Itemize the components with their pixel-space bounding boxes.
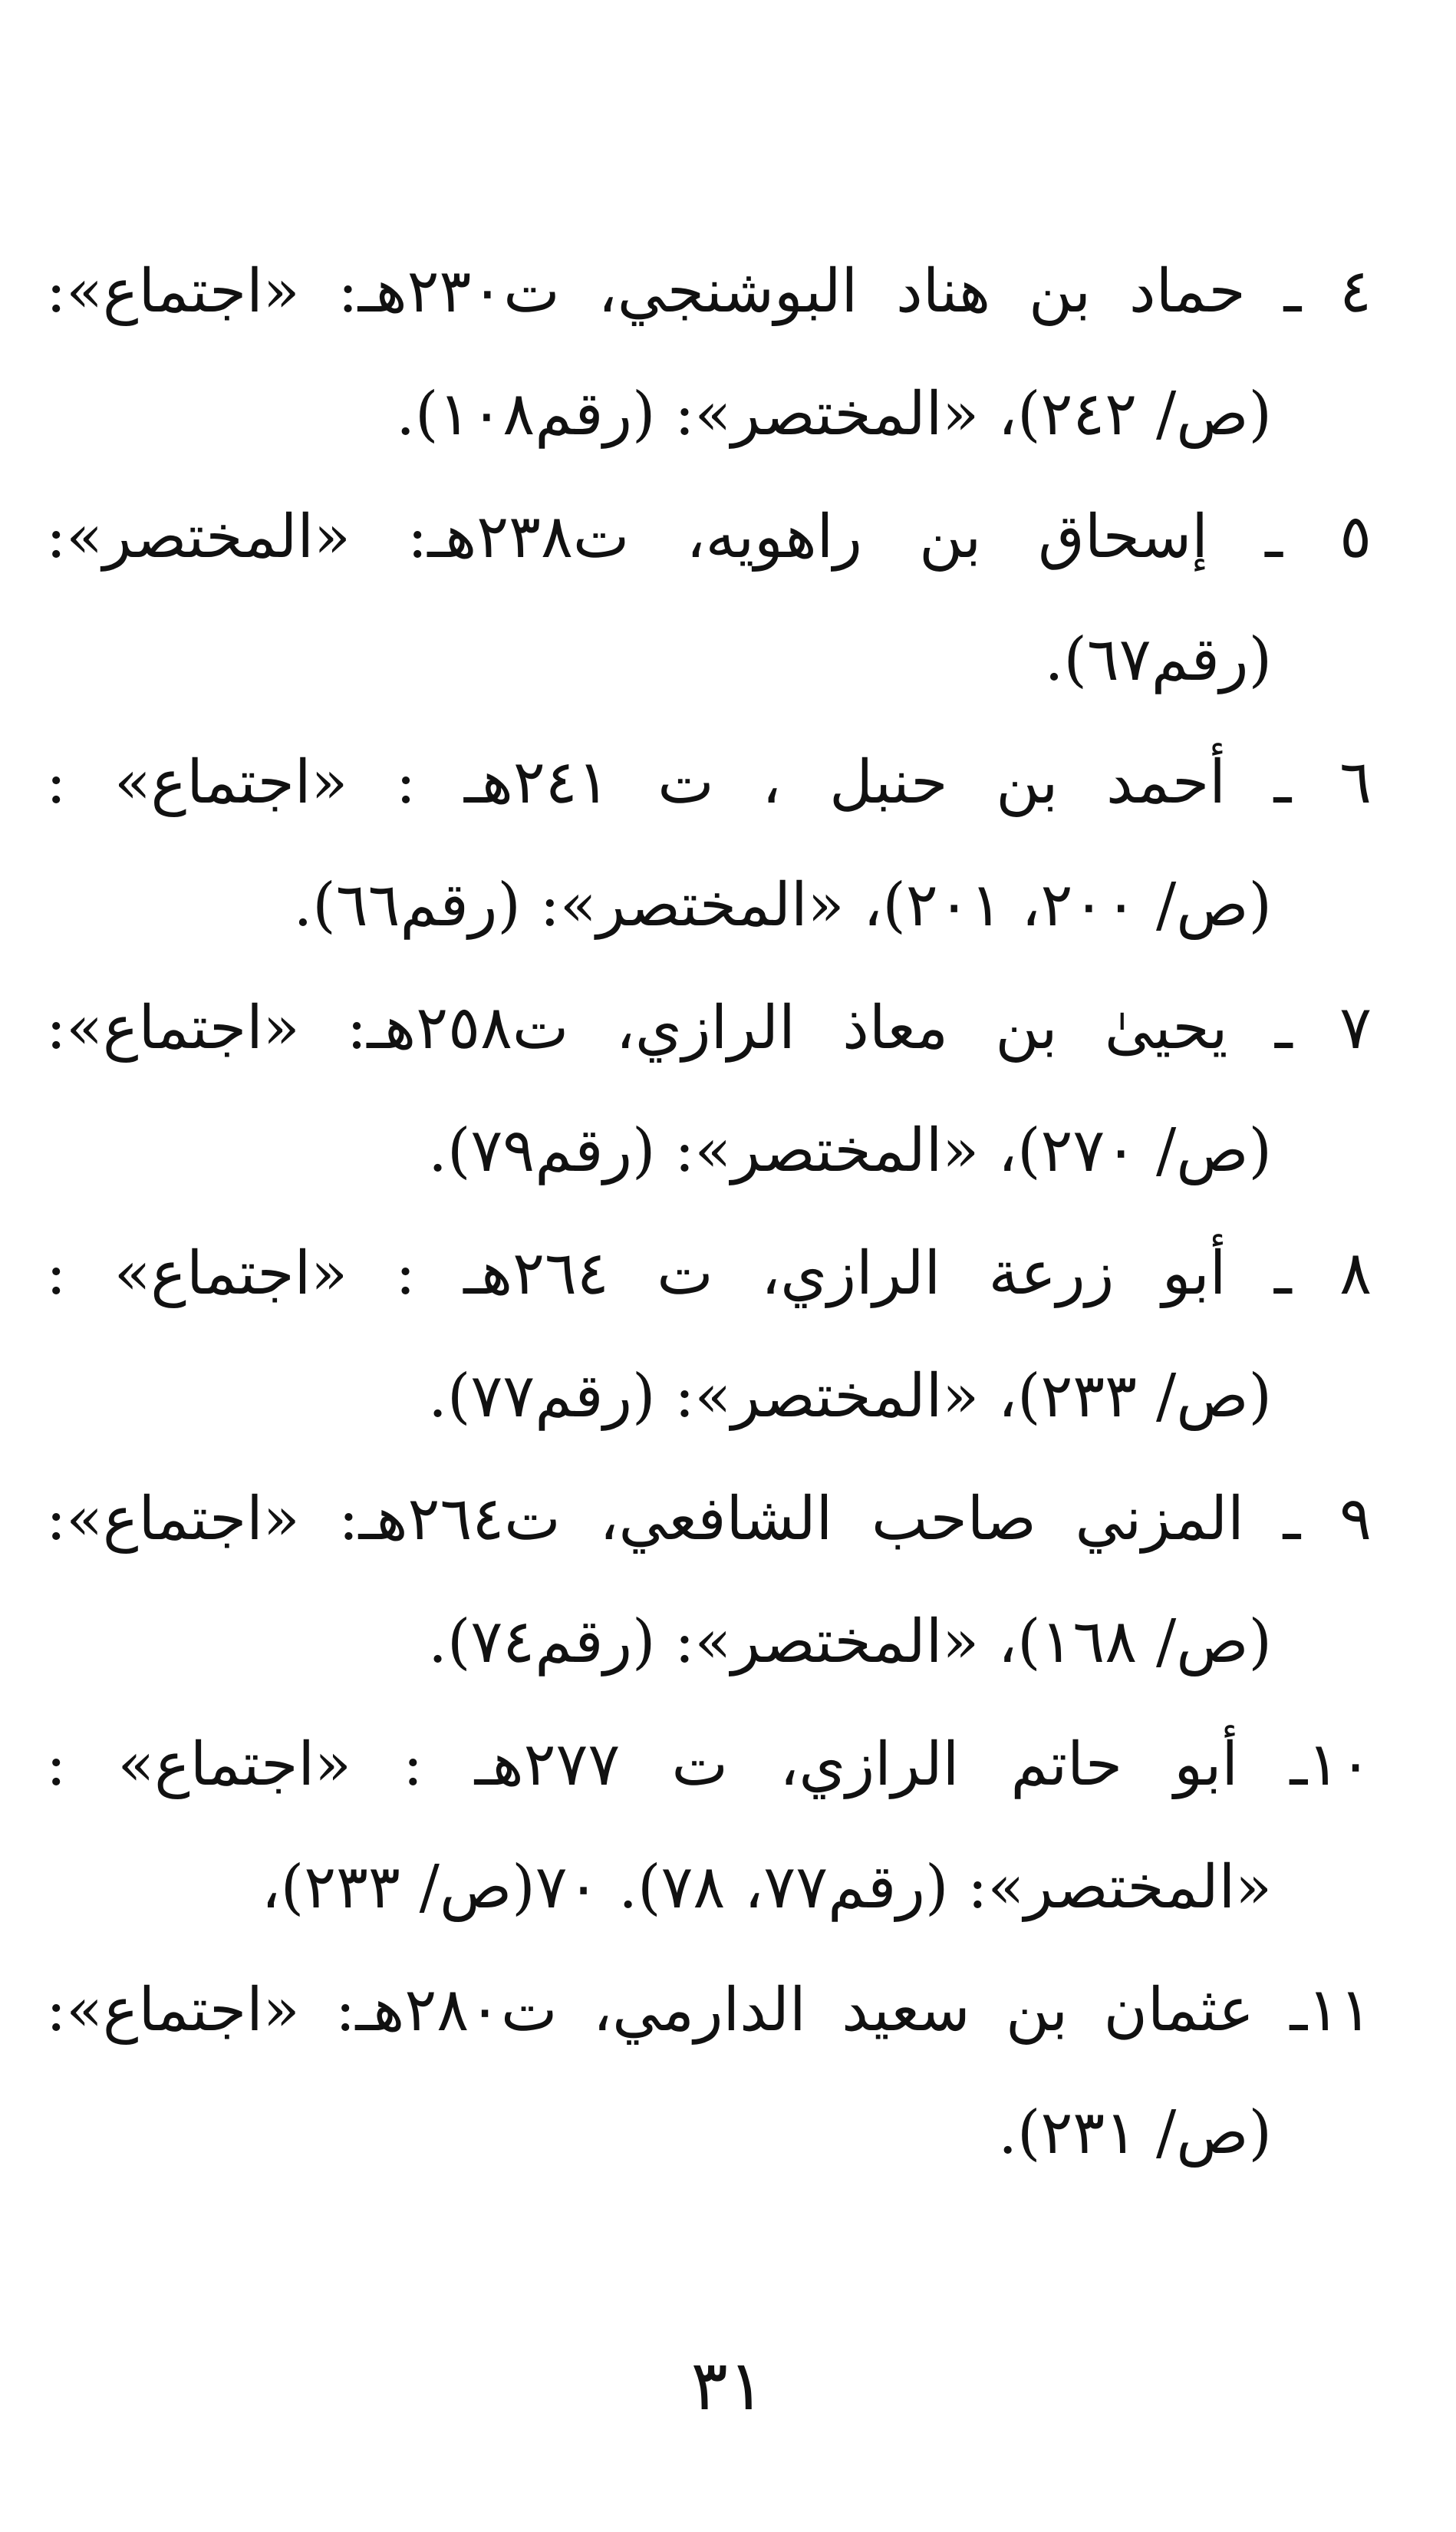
list-item — [46, 1703, 1372, 1949]
entry-line-1: ٦ ـ أحمد بن حنبل ، ت ٢٤١هـ : «اجتماع» : — [46, 748, 1372, 817]
list-item — [46, 1458, 1372, 1703]
entry-line-1: ١٠ـ أبو حاتم الرازي، ت ٢٧٧هـ : «اجتماع» : — [46, 1730, 1372, 1799]
entry-line-2: «المختصر»: (رقم٧٧، ٧٨). ٧٠(ص/ ٢٣٣)، — [261, 1853, 1272, 1922]
entry-line-2: (ص/ ٢٤٢)، «المختصر»: (رقم١٠٨). — [396, 380, 1272, 449]
entry-list — [46, 230, 1372, 2194]
entry-line-1: ٥ ـ إسحاق بن راهويه، ت٢٣٨هـ: «المختصر»: — [46, 503, 1372, 572]
list-item — [46, 721, 1372, 967]
entry-line-2: (ص/ ٢٠٠، ٢٠١)، «المختصر»: (رقم٦٦). — [293, 871, 1272, 940]
entry-line-2: (ص/ ٢٣١). — [998, 2098, 1272, 2168]
page-number: ٣١ — [690, 2346, 766, 2426]
entry-line-1: ٤ ـ حماد بن هناد البوشنجي، ت٢٣٠هـ: «اجتماع»: — [46, 257, 1372, 326]
list-item — [46, 1949, 1372, 2194]
entry-line-1: ٧ ـ يحيىٰ بن معاذ الرازي، ت٢٥٨هـ: «اجتماع»: — [46, 994, 1372, 1063]
entry-line-2: (ص/ ٢٣٣)، «المختصر»: (رقم٧٧). — [428, 1362, 1272, 1431]
list-item — [46, 230, 1372, 476]
list-item — [46, 1212, 1372, 1458]
list-item — [46, 967, 1372, 1212]
entry-line-1: ٩ ـ المزني صاحب الشافعي، ت٢٦٤هـ: «اجتماع»: — [46, 1485, 1372, 1554]
entry-line-2: (ص/ ٢٧٠)، «المختصر»: (رقم٧٩). — [428, 1116, 1272, 1185]
entry-line-1: ٨ ـ أبو زرعة الرازي، ت ٢٦٤هـ : «اجتماع» : — [46, 1239, 1372, 1308]
entry-line-1: ١١ـ عثمان بن سعيد الدارمي، ت٢٨٠هـ: «اجتماع»: — [46, 1976, 1372, 2045]
list-item — [46, 476, 1372, 721]
entry-line-2: (رقم٦٧). — [1044, 625, 1272, 694]
entry-line-2: (ص/ ١٦٨)، «المختصر»: (رقم٧٤). — [428, 1607, 1272, 1676]
